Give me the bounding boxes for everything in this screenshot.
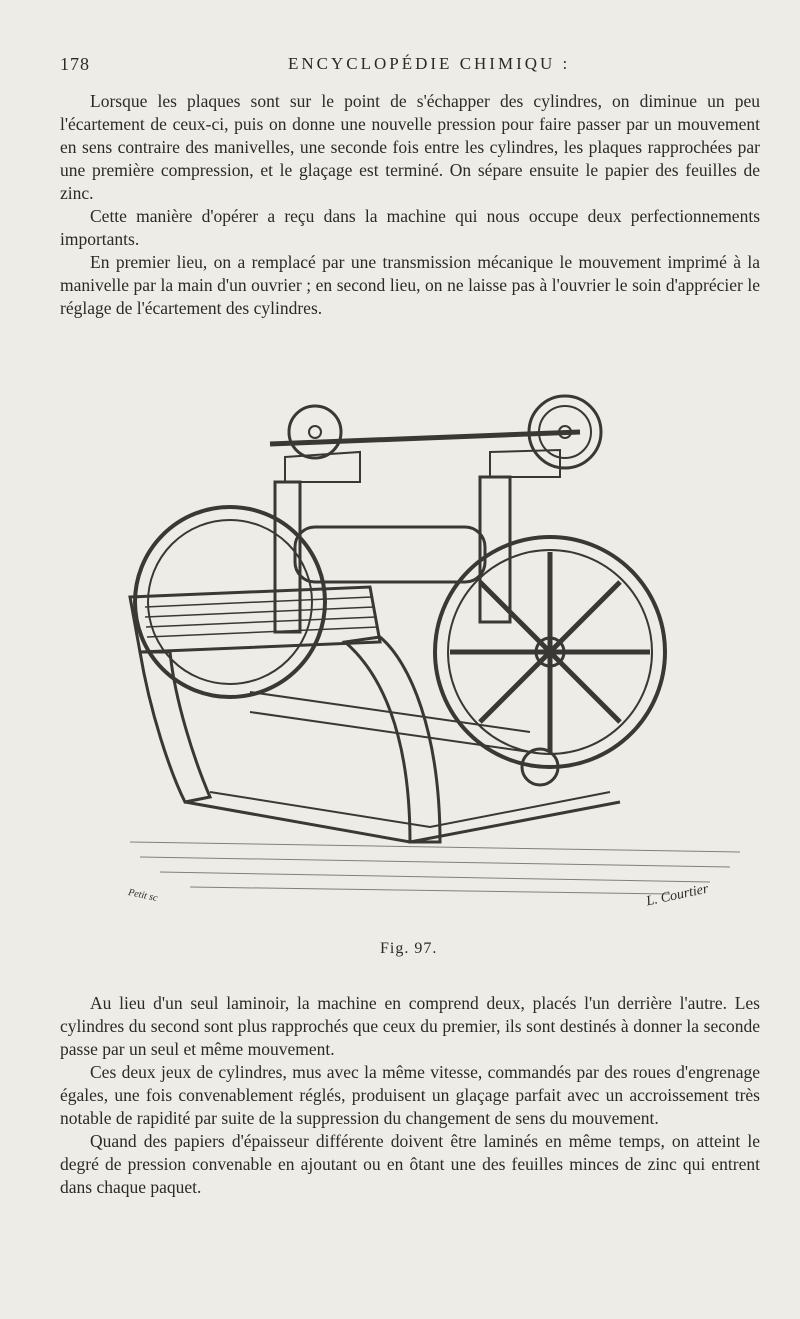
engraver-signature-left: Petit sc: [127, 887, 159, 904]
figure-caption: Fig. 97.: [380, 940, 438, 957]
paragraph: Quand des papiers d'épaisseur différente doivent être laminés en même temps, on atteint le degré de pression convenable en ajoutant ou en ôtant une des feuilles minces de zinc qui entrent dans chaque paquet.: [60, 1131, 760, 1197]
running-title: ENCYCLOPÉDIE CHIMIQU :: [288, 54, 571, 73]
paragraph: Au lieu d'un seul laminoir, la machine en comprend deux, placés l'un derrière l'autre. Les cylindres du second sont plus rapprochés que ceux du premier, ils sont destinés à donner la seconde passe par un seul et même mouvement.: [60, 993, 760, 1059]
paragraph: En premier lieu, on a remplacé par une transmission mécanique le mouvement imprimé à la manivelle par la main d'un ouvrier ; en second lieu, on ne laisse pas à l'ouvrier le soin d'apprécier le réglage de l'écartement des cylindres.: [60, 252, 760, 318]
paragraph: Lorsque les plaques sont sur le point de s'échapper des cylindres, on diminue un peu l'écartement de ceux-ci, puis on donne une nouvelle pression pour faire passer par un mouvement en sens contraire des manivelles, une seconde fois entre les cylindres, les plaques rapprochées par une première compression, et le glaçage est terminé. On sépare ensuite le papier des feuilles de zinc.: [60, 91, 760, 203]
paragraph: Cette manière d'opérer a reçu dans la machine qui nous occupe deux perfectionnements importants.: [60, 206, 760, 249]
paragraph: Ces deux jeux de cylindres, mus avec la même vitesse, commandés par des roues d'engrenage égales, une fois convenablement réglés, produisent un glaçage parfait avec un accroissement très notable de rapidité par suite de la suppression du changement de sens du mouvement.: [60, 1062, 760, 1128]
text-block-bottom: [60, 992, 760, 1199]
engraver-signature-right: L. Courtier: [645, 881, 710, 910]
page-number: 178: [60, 54, 90, 74]
machine-illustration: [110, 372, 760, 932]
running-head: [60, 54, 760, 78]
text-block-top: [60, 90, 760, 320]
